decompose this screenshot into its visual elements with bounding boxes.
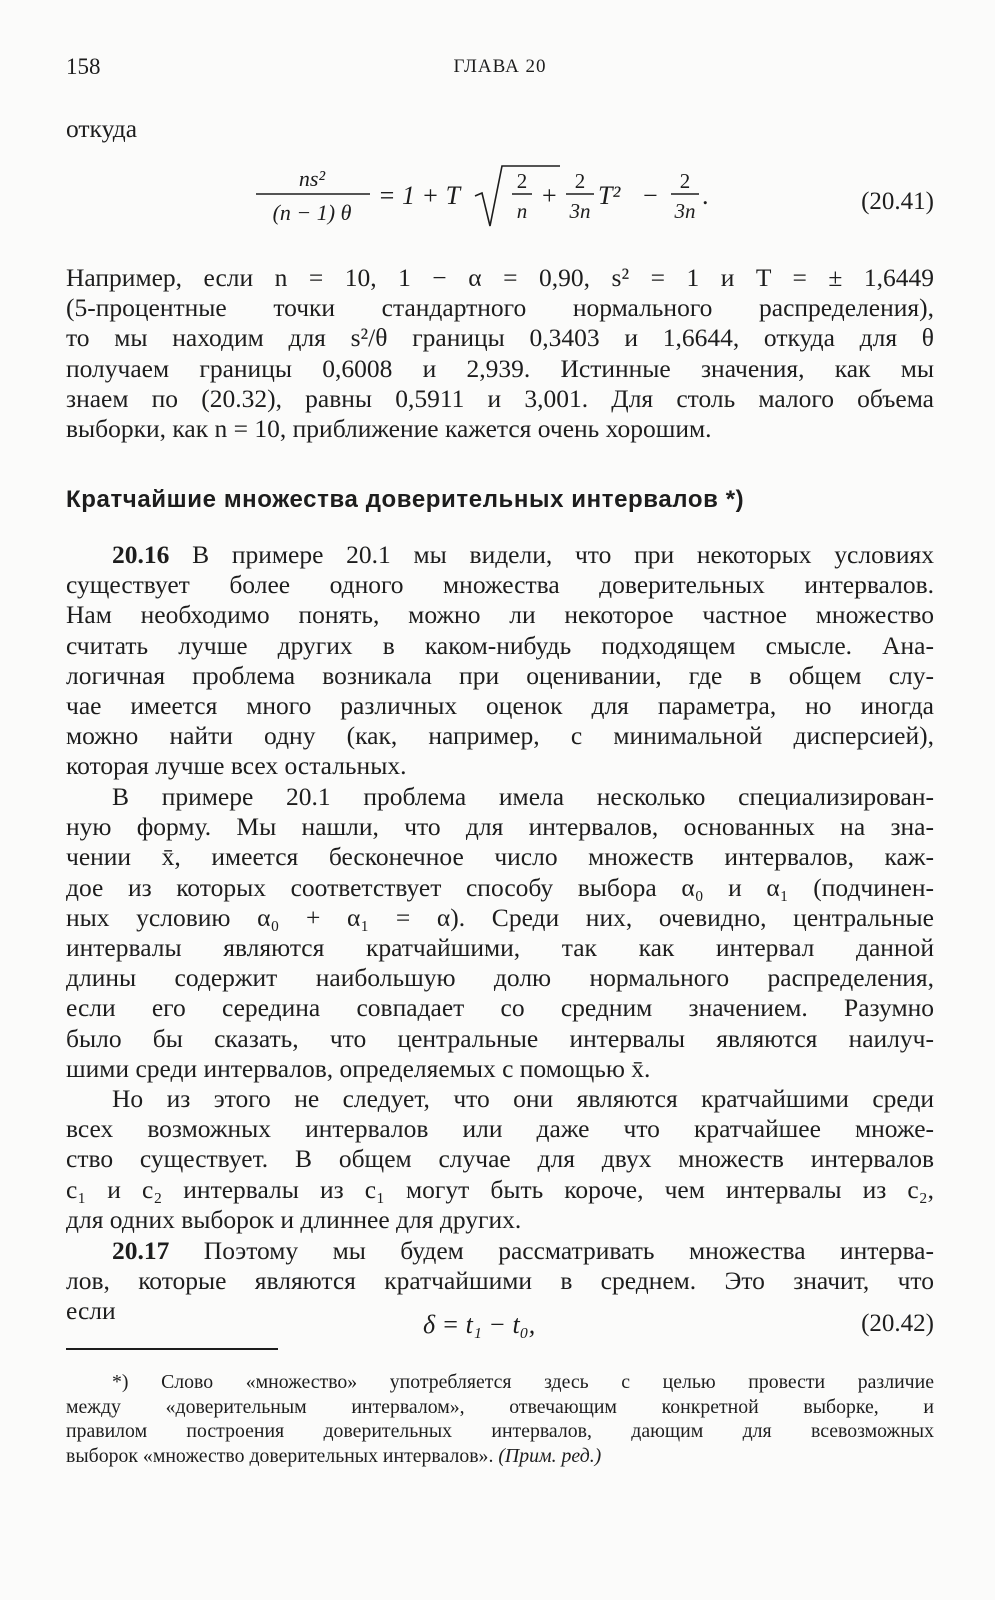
page-number: 158	[66, 54, 101, 79]
eq1-frac1-denominator: n	[516, 199, 528, 223]
page-header	[66, 54, 934, 84]
text-line: шими среди интервалов, определяемых с помощью x̄.	[66, 1053, 651, 1083]
text-line: В примере 20.1 проблема имела несколько специализирован-	[112, 782, 934, 811]
eq1-frac3-numerator: 2	[679, 169, 691, 193]
text-line: считать лучше других в каком-нибудь подходящем смысле. Ана-	[66, 630, 934, 660]
paragraph-shortest-sets	[66, 1084, 934, 1235]
text-line: если его середина совпадает со средним значением. Разумно	[66, 993, 934, 1023]
text-line: (5-процентные точки стандартного нормального распределения),	[66, 293, 934, 323]
paragraph-central-intervals	[66, 782, 934, 1084]
text-line: ную форму. Мы нашли, что для интервалов, основанных на зна-	[66, 812, 934, 842]
text-line: Например, если n = 10, 1 − α = 0,90, s² = 1 и T = ± 1,6449	[66, 263, 934, 292]
footnote-line: *) Слово «множество» употребляется здесь с целью провести различие	[112, 1371, 934, 1393]
footnote-line: правилом построения доверительных интервалов, дающим для всевозможных	[66, 1420, 934, 1442]
text-line: дое из которых соответствует способу выбора α₀ и α₁ (подчинен-	[66, 872, 934, 902]
text-line: ных условию α₀ + α₁ = α). Среди них, очевидно, центральные	[66, 902, 934, 932]
editor-note: (Прим. ред.)	[498, 1444, 602, 1467]
text-line: лов, которые являются кратчайшими в среднем. Это значит, что	[66, 1266, 934, 1296]
paragraph-number: 20.17	[112, 1236, 170, 1265]
eq1-minus: −	[643, 181, 658, 210]
equation-number-20-42: (20.42)	[861, 1310, 934, 1337]
text-line: логичная проблема возникала при оценивании, где в общем слу-	[66, 660, 934, 690]
eq1-plus: +	[542, 181, 557, 210]
text-line: то мы находим для s²/θ границы 0,3403 и 1,6644, откуда для θ	[66, 323, 934, 353]
paragraph-example	[66, 263, 934, 444]
eq1-rhs-start: = 1 + T	[378, 181, 461, 210]
text-line: длины содержит наибольшую долю нормального распределения,	[66, 963, 934, 993]
text-line: знаем по (20.32), равны 0,5911 и 3,001. Для столь малого объема	[66, 383, 934, 413]
text-line: 20.16 В примере 20.1 мы видели, что при некоторых условиях	[112, 540, 934, 569]
text-line: c₁ и c₂ интервалы из c₁ могут быть короче, чем интервалы из c₂,	[66, 1174, 934, 1204]
eq1-frac3-denominator: 3n	[674, 199, 696, 223]
text-line: всех возможных интервалов или даже что кратчайшее множе-	[66, 1114, 934, 1144]
text-line: чае имеется много различных оценок для параметра, но иногда	[66, 691, 934, 721]
text-line: Нам необходимо понять, можно ли некоторое частное множество	[66, 600, 934, 630]
eq1-t-squared: T²	[598, 181, 621, 210]
equation-20-41-formula	[250, 160, 810, 240]
footnote-line: между «доверительным интервалом», отвечающим конкретной выборке, и	[66, 1395, 934, 1418]
text-line: которая лучше всех остальных.	[66, 751, 407, 781]
text-line: Но из этого не следует, что они являются кратчайшими среди	[112, 1084, 934, 1113]
equation-20-42-formula: δ = t₁ − t₀,	[423, 1310, 536, 1339]
eq1-period: .	[702, 181, 709, 210]
equation-number-20-41: (20.41)	[861, 188, 934, 215]
running-title: ГЛАВА 20	[453, 56, 547, 77]
text-line: чении x̄, имеется бесконечное число множеств интервалов, каж-	[66, 842, 934, 872]
footnote-rule	[66, 1348, 278, 1350]
intro-word: откуда	[66, 114, 138, 143]
eq1-lhs-denominator: (n − 1) θ	[272, 200, 352, 225]
text-line: выборки, как n = 10, приближение кажется очень хорошим.	[66, 414, 712, 444]
eq1-lhs-numerator: ns²	[298, 166, 326, 191]
footnote-line: выборок «множество доверительных интервалов». (Прим. ред.)	[66, 1444, 602, 1467]
text-line: существует более одного множества доверительных интервалов.	[66, 570, 934, 600]
footnote	[66, 1370, 934, 1468]
section-heading: Кратчайшие множества доверительных интервалов *)	[66, 486, 745, 513]
text-line: 20.17 Поэтому мы будем рассматривать множества интерва-	[112, 1236, 934, 1265]
text-line: ство существует. В общем случае для двух множеств интервалов	[66, 1144, 934, 1174]
paragraph-20-16	[66, 540, 934, 782]
text-line: можно найти одну (как, например, с минимальной дисперсией),	[66, 721, 934, 751]
text-line: получаем границы 0,6008 и 2,939. Истинные значения, как мы	[66, 353, 934, 383]
text-line: интервалы являются кратчайшими, так как интервал данной	[66, 933, 934, 963]
eq1-frac2-denominator: 3n	[569, 199, 591, 223]
eq1-frac2-numerator: 2	[574, 169, 586, 193]
eq1-frac1-numerator: 2	[516, 169, 528, 193]
paragraph-number: 20.16	[112, 540, 170, 569]
text-line: было бы сказать, что центральные интервалы являются наилуч-	[66, 1023, 934, 1053]
text-line: для одних выборок и длиннее для других.	[66, 1204, 522, 1234]
text-line: если	[66, 1296, 116, 1326]
equation-20-41	[250, 160, 810, 240]
